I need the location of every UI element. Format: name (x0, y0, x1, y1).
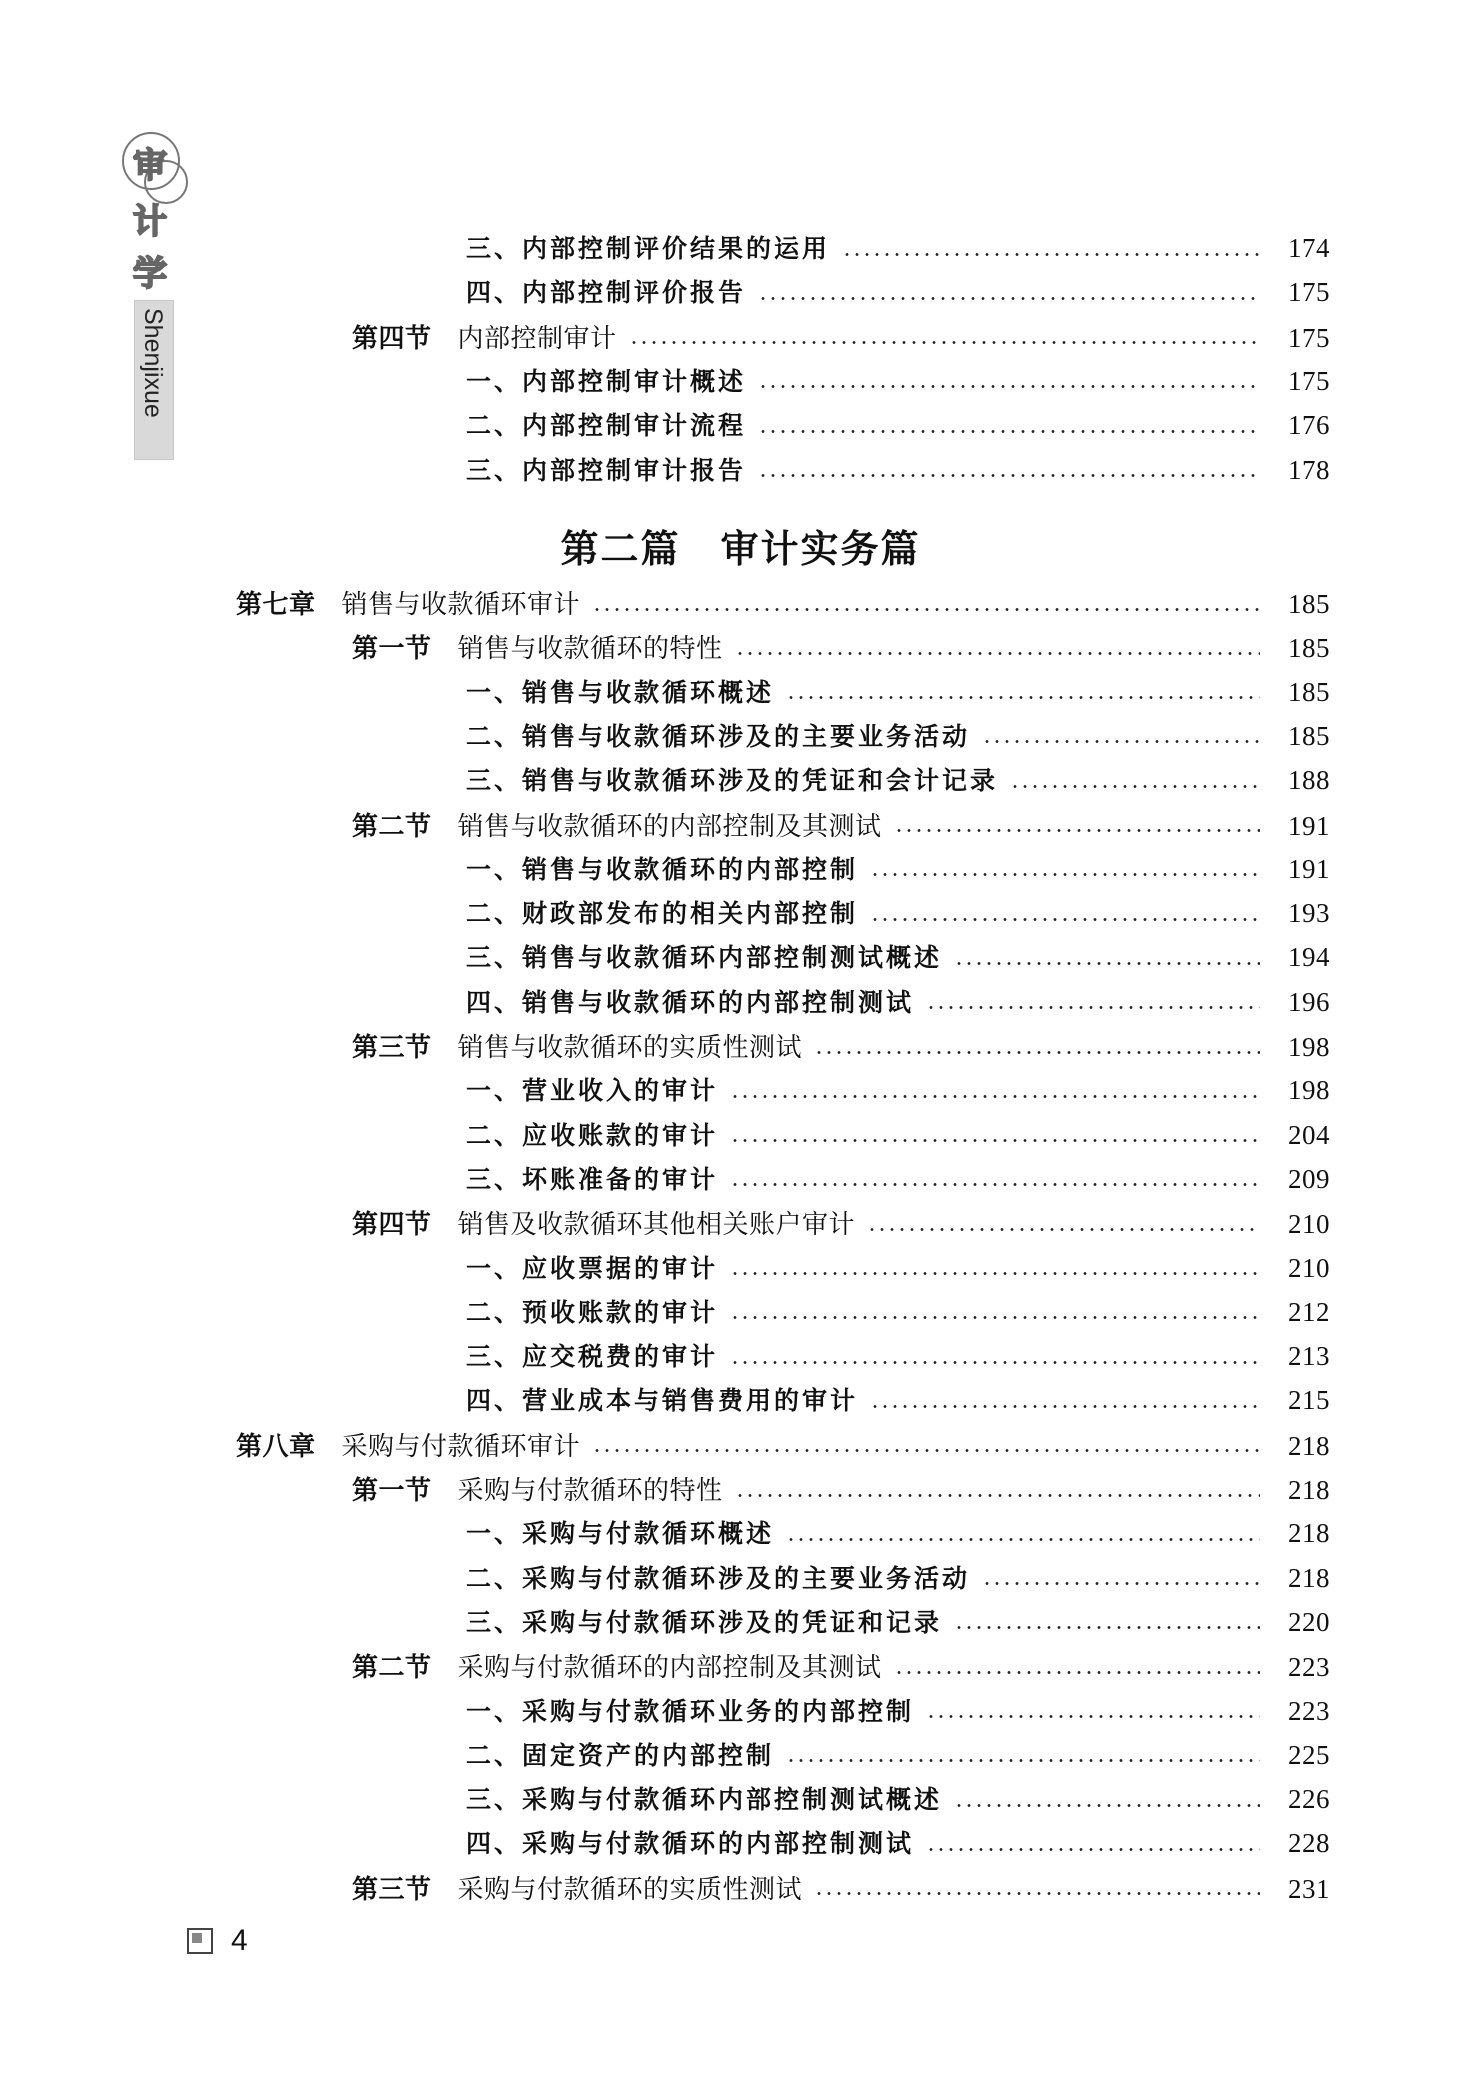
toc-entry-sub[interactable] (466, 1381, 1330, 1425)
dot-leader (758, 385, 1260, 388)
toc-entry-page: 185 (1288, 720, 1330, 751)
toc-entry-page: 218 (1288, 1518, 1330, 1549)
toc-entry-title: 一、销售与收款循环概述 (466, 677, 775, 707)
toc-entry-page: 193 (1288, 898, 1330, 929)
running-head-sidebar (120, 130, 180, 460)
book-title-emblem (120, 130, 180, 300)
dot-leader (814, 1051, 1260, 1054)
toc-entry-page: 218 (1288, 1475, 1330, 1505)
toc-entry-section[interactable] (352, 1647, 1330, 1691)
toc-entry-page: 175 (1288, 322, 1330, 353)
toc-entry-sub[interactable] (466, 673, 1330, 717)
toc-entry-sub[interactable] (466, 1603, 1330, 1647)
toc-entry-sub[interactable] (466, 229, 1330, 273)
dot-leader (758, 430, 1260, 433)
toc-entry-page: 213 (1288, 1341, 1330, 1372)
toc-entry-sub[interactable] (466, 362, 1330, 406)
toc-entry-title: 三、销售与收款循环内部控制测试概述 (466, 943, 943, 973)
toc-entry-page: 225 (1288, 1739, 1330, 1770)
dot-leader (730, 1316, 1260, 1319)
book-title-char: 学 (133, 254, 167, 294)
toc-entry-page: 228 (1288, 1828, 1330, 1859)
toc-entry-sub[interactable] (466, 1736, 1330, 1780)
dot-leader (954, 1626, 1260, 1629)
toc-entry-sub[interactable] (466, 717, 1330, 761)
toc-entry-title: 一、营业收入的审计 (466, 1076, 719, 1106)
toc-entry-page: 215 (1288, 1385, 1330, 1416)
toc-entry-page: 175 (1288, 277, 1330, 308)
dot-leader (786, 1538, 1260, 1541)
toc-entry-page: 196 (1288, 986, 1330, 1017)
toc-entry-page: 204 (1288, 1119, 1330, 1150)
part-title: 第二篇 审计实务篇 (560, 527, 921, 571)
dot-leader (926, 1848, 1260, 1851)
toc-entry-title: 二、财政部发布的相关内部控制 (466, 899, 859, 929)
toc-entry-page: 231 (1288, 1873, 1330, 1904)
dot-leader (894, 1671, 1260, 1674)
toc-entry-sub[interactable] (466, 1160, 1330, 1204)
page-number: 4 (231, 1924, 248, 1957)
toc-entry-page: 223 (1288, 1652, 1330, 1683)
dot-leader (982, 1582, 1260, 1585)
toc-entry-sub[interactable] (466, 1249, 1330, 1293)
dot-leader (786, 696, 1260, 699)
toc-entry-title: 三、销售与收款循环涉及的凭证和会计记录 (466, 766, 999, 796)
toc-entry-title: 一、销售与收款循环的内部控制 (466, 854, 859, 884)
toc-entry-number: 第三节 (352, 1874, 432, 1905)
toc-entry-section[interactable] (352, 1470, 1330, 1514)
dot-leader (758, 474, 1260, 477)
toc-entry-number: 第二节 (352, 811, 432, 842)
toc-entry-sub[interactable] (466, 983, 1330, 1027)
toc-entry-sub[interactable] (466, 1692, 1330, 1736)
dot-leader (870, 873, 1260, 876)
dot-leader (758, 297, 1260, 300)
toc-entry-section[interactable] (352, 1204, 1330, 1248)
toc-entry-section[interactable] (352, 318, 1330, 362)
toc-entry-title: 四、采购与付款循环的内部控制测试 (466, 1829, 915, 1859)
toc-entry-sub[interactable] (466, 761, 1330, 805)
book-title-pinyin: Shenjixue (139, 308, 167, 418)
dot-leader (1010, 785, 1260, 788)
toc-entry-sub[interactable] (466, 850, 1330, 894)
dot-leader (954, 1804, 1260, 1807)
toc-entry-title: 四、销售与收款循环的内部控制测试 (466, 987, 915, 1017)
toc-entry-title: 二、应收账款的审计 (466, 1120, 719, 1150)
toc-entry-sub[interactable] (466, 938, 1330, 982)
toc-entry-sub[interactable] (466, 1116, 1330, 1160)
dot-leader (954, 962, 1260, 965)
toc-entry-title: 采购与付款循环的实质性测试 (457, 1874, 803, 1905)
toc-entry-section[interactable] (352, 806, 1330, 850)
dot-leader (629, 341, 1260, 344)
toc-entry-title: 三、采购与付款循环涉及的凭证和记录 (466, 1607, 943, 1637)
toc-entry-title: 四、内部控制评价报告 (466, 278, 747, 308)
toc-entry-title: 一、采购与付款循环概述 (466, 1519, 775, 1549)
toc-entry-page: 198 (1288, 1075, 1330, 1106)
toc-entry-title: 二、采购与付款循环涉及的主要业务活动 (466, 1563, 971, 1593)
dot-leader (926, 1006, 1260, 1009)
toc-entry-page: 175 (1288, 365, 1330, 396)
toc-entry-title: 内部控制审计 (457, 323, 617, 354)
toc-entry-title: 三、应交税费的审计 (466, 1342, 719, 1372)
toc-entry-page: 210 (1288, 1252, 1330, 1283)
toc-entry-page: 198 (1288, 1032, 1330, 1062)
toc-entry-title: 三、内部控制评价结果的运用 (466, 234, 831, 263)
toc-entry-number: 第八章 (236, 1431, 316, 1462)
toc-entry-title: 一、应收票据的审计 (466, 1253, 719, 1283)
toc-entry-title: 二、内部控制审计流程 (466, 411, 747, 441)
toc-entry-number: 第七章 (236, 590, 316, 620)
toc-entry-title: 销售及收款循环其他相关账户审计 (457, 1210, 856, 1241)
toc-entry-sub[interactable] (466, 451, 1330, 495)
toc-entry-title: 四、营业成本与销售费用的审计 (466, 1386, 859, 1416)
book-title-char: 审 (133, 146, 167, 186)
toc-entry-page: 191 (1288, 810, 1330, 841)
toc-entry-number: 第二节 (352, 1653, 432, 1684)
dot-leader (730, 1272, 1260, 1275)
toc-entry-page: 226 (1288, 1784, 1330, 1815)
toc-entry-page: 223 (1288, 1695, 1330, 1726)
toc-entry-number: 第四节 (352, 1210, 432, 1241)
book-title-char: 计 (133, 202, 167, 242)
toc-entry-number: 第一节 (352, 634, 432, 665)
dot-leader (592, 1449, 1260, 1452)
toc-entry-sub[interactable] (466, 1071, 1330, 1115)
toc-entry-page: 218 (1288, 1562, 1330, 1593)
toc-entry-page: 185 (1288, 633, 1330, 664)
toc-entry-number: 第三节 (352, 1033, 432, 1063)
toc-entry-number: 第一节 (352, 1476, 432, 1506)
toc-entry-page: 178 (1288, 454, 1330, 485)
dot-leader (730, 1183, 1260, 1186)
toc-entry-sub[interactable] (466, 1824, 1330, 1868)
toc-entry-page: 176 (1288, 410, 1330, 441)
toc-entry-page: 194 (1288, 942, 1330, 973)
toc-entry-page: 212 (1288, 1296, 1330, 1327)
toc-entry-title: 采购与付款循环的特性 (457, 1476, 723, 1506)
toc-entry-page: 209 (1288, 1163, 1330, 1194)
toc-entry-title: 销售与收款循环的特性 (457, 634, 723, 665)
toc-entry-number: 第四节 (352, 323, 432, 354)
toc-entry-sub[interactable] (466, 1559, 1330, 1603)
toc-entry-title: 销售与收款循环的实质性测试 (457, 1033, 803, 1063)
toc-entry-title: 采购与付款循环审计 (341, 1431, 581, 1462)
dot-leader (870, 1405, 1260, 1408)
dot-leader (786, 1759, 1260, 1762)
toc-entry-sub[interactable] (466, 1337, 1330, 1381)
toc-entry-sub[interactable] (466, 1514, 1330, 1558)
toc-entry-title: 一、采购与付款循环业务的内部控制 (466, 1696, 915, 1726)
dot-leader (926, 1715, 1260, 1718)
dot-leader (814, 1892, 1260, 1895)
toc-entry-page: 185 (1288, 676, 1330, 707)
toc-entry-title: 一、内部控制审计概述 (466, 366, 747, 396)
toc-entry-page: 185 (1288, 589, 1330, 619)
dot-leader (735, 652, 1260, 655)
toc-entry-title: 二、固定资产的内部控制 (466, 1740, 775, 1770)
dot-leader (982, 740, 1260, 743)
toc-entry-page: 174 (1288, 233, 1330, 263)
toc-entry-chapter[interactable] (236, 584, 1330, 628)
toc-entry-sub[interactable] (466, 1780, 1330, 1824)
toc-entry-page: 210 (1288, 1209, 1330, 1240)
toc-entry-title: 二、销售与收款循环涉及的主要业务活动 (466, 721, 971, 751)
dot-leader (842, 253, 1260, 256)
toc-entry-title: 采购与付款循环的内部控制及其测试 (457, 1653, 882, 1684)
toc-entry-sub[interactable] (466, 1293, 1330, 1337)
toc-entry-section[interactable] (352, 1869, 1330, 1913)
page-footer (187, 1924, 248, 1958)
toc-entry-page: 188 (1288, 765, 1330, 796)
toc-entry-page: 191 (1288, 853, 1330, 884)
dot-leader (730, 1095, 1260, 1098)
toc-entry-page: 218 (1288, 1430, 1330, 1461)
toc-entry-sub[interactable] (466, 894, 1330, 938)
dot-leader (870, 918, 1260, 921)
toc-entry-title: 三、内部控制审计报告 (466, 455, 747, 485)
toc-entry-sub[interactable] (466, 273, 1330, 317)
page-marker-icon (187, 1928, 213, 1954)
toc-entry-title: 销售与收款循环审计 (341, 590, 581, 620)
toc-entry-sub[interactable] (466, 406, 1330, 450)
dot-leader (867, 1228, 1260, 1231)
toc-entry-title: 三、采购与付款循环内部控制测试概述 (466, 1785, 943, 1815)
dot-leader (894, 829, 1260, 832)
toc-entry-page: 220 (1288, 1606, 1330, 1637)
toc-entry-title: 二、预收账款的审计 (466, 1297, 719, 1327)
toc-entry-chapter[interactable] (236, 1426, 1330, 1470)
toc-entry-section[interactable] (352, 628, 1330, 672)
toc-entry-title: 销售与收款循环的内部控制及其测试 (457, 811, 882, 842)
dot-leader (592, 608, 1260, 611)
toc-entry-section[interactable] (352, 1027, 1330, 1071)
dot-leader (735, 1494, 1260, 1497)
dot-leader (730, 1361, 1260, 1364)
toc-entry-title: 三、坏账准备的审计 (466, 1164, 719, 1194)
dot-leader (730, 1139, 1260, 1142)
